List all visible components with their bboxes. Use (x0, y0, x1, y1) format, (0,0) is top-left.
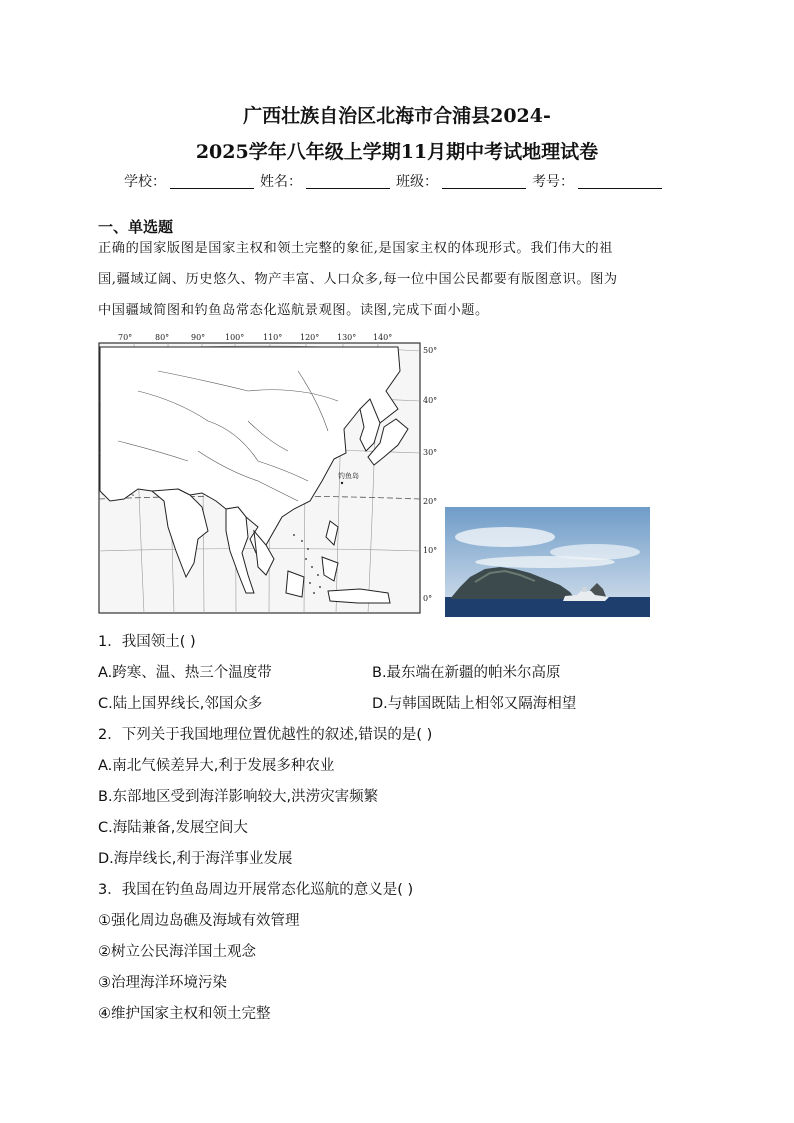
lon-label: 100° (225, 333, 245, 342)
china-territory-map (98, 331, 442, 617)
lat-label: 40° (423, 396, 438, 405)
question-2-stem: 2．下列关于我国地理位置优越性的叙述,错误的是( ) (98, 727, 433, 743)
q2-option-d[interactable]: D.海岸线长,利于海洋事业发展 (98, 851, 293, 867)
lon-label: 110° (263, 333, 283, 342)
lat-label: 10° (423, 546, 438, 555)
lat-label: 20° (423, 497, 438, 506)
q3-statement-1: ①强化周边岛礁及海域有效管理 (98, 913, 300, 929)
lon-label: 70° (118, 333, 133, 342)
diaoyu-island-label: 钓鱼岛 (338, 472, 359, 480)
lon-label: 80° (155, 333, 170, 342)
exam-title-line-2: 2025学年八年级上学期11月期中考试地理试卷 (195, 141, 599, 163)
lat-label: 0° (423, 594, 433, 603)
intro-line: 中国疆域简图和钓鱼岛常态化巡航景观图。读图,完成下面小题。 (98, 303, 489, 318)
school-blank[interactable] (170, 174, 254, 189)
section-title: 一、单选题 (98, 218, 174, 236)
exam-title-line-1: 广西壮族自治区北海市合浦县2024- (243, 105, 551, 127)
name-blank[interactable] (306, 174, 390, 189)
name-label: 姓名： (260, 174, 302, 190)
exam-number-blank[interactable] (578, 174, 662, 189)
lon-label: 120° (300, 333, 320, 342)
student-info-row (124, 171, 668, 191)
question-3-stem: 3．我国在钓鱼岛周边开展常态化巡航的意义是( ) (98, 882, 414, 898)
lon-label: 140° (373, 333, 393, 342)
q1-option-d[interactable]: D.与韩国既陆上相邻又隔海相望 (372, 696, 577, 712)
lat-label: 50° (423, 346, 438, 355)
school-label: 学校： (124, 174, 166, 190)
q3-statement-2: ②树立公民海洋国土观念 (98, 944, 256, 960)
q2-option-c[interactable]: C.海陆兼备,发展空间大 (98, 820, 248, 836)
q1-option-a[interactable]: A.跨寒、温、热三个温度带 (98, 665, 272, 681)
lon-label: 90° (191, 333, 206, 342)
question-1-stem: 1．我国领土( ) (98, 634, 196, 650)
class-label: 班级： (396, 174, 438, 190)
lat-label: 30° (423, 448, 438, 457)
class-blank[interactable] (442, 174, 526, 189)
diaoyu-island-marker (341, 482, 343, 484)
diaoyu-patrol-photo (445, 507, 650, 617)
q3-statement-4: ④维护国家主权和领土完整 (98, 1006, 271, 1022)
q3-statement-3: ③治理海洋环境污染 (98, 975, 227, 991)
q2-option-b[interactable]: B.东部地区受到海洋影响较大,洪涝灾害频繁 (98, 789, 379, 805)
intro-line: 国,疆域辽阔、历史悠久、物产丰富、人口众多,每一位中国公民都要有版图意识。图为 (98, 272, 618, 287)
exam-number-label: 考号： (532, 174, 574, 190)
q1-option-b[interactable]: B.最东端在新疆的帕米尔高原 (372, 665, 561, 681)
q1-option-c[interactable]: C.陆上国界线长,邻国众多 (98, 696, 263, 712)
lon-label: 130° (337, 333, 357, 342)
intro-paragraph (98, 233, 698, 326)
q2-option-a[interactable]: A.南北气候差异大,利于发展多种农业 (98, 758, 335, 774)
intro-line: 正确的国家版图是国家主权和领土完整的象征,是国家主权的体现形式。我们伟大的祖 (98, 241, 613, 256)
